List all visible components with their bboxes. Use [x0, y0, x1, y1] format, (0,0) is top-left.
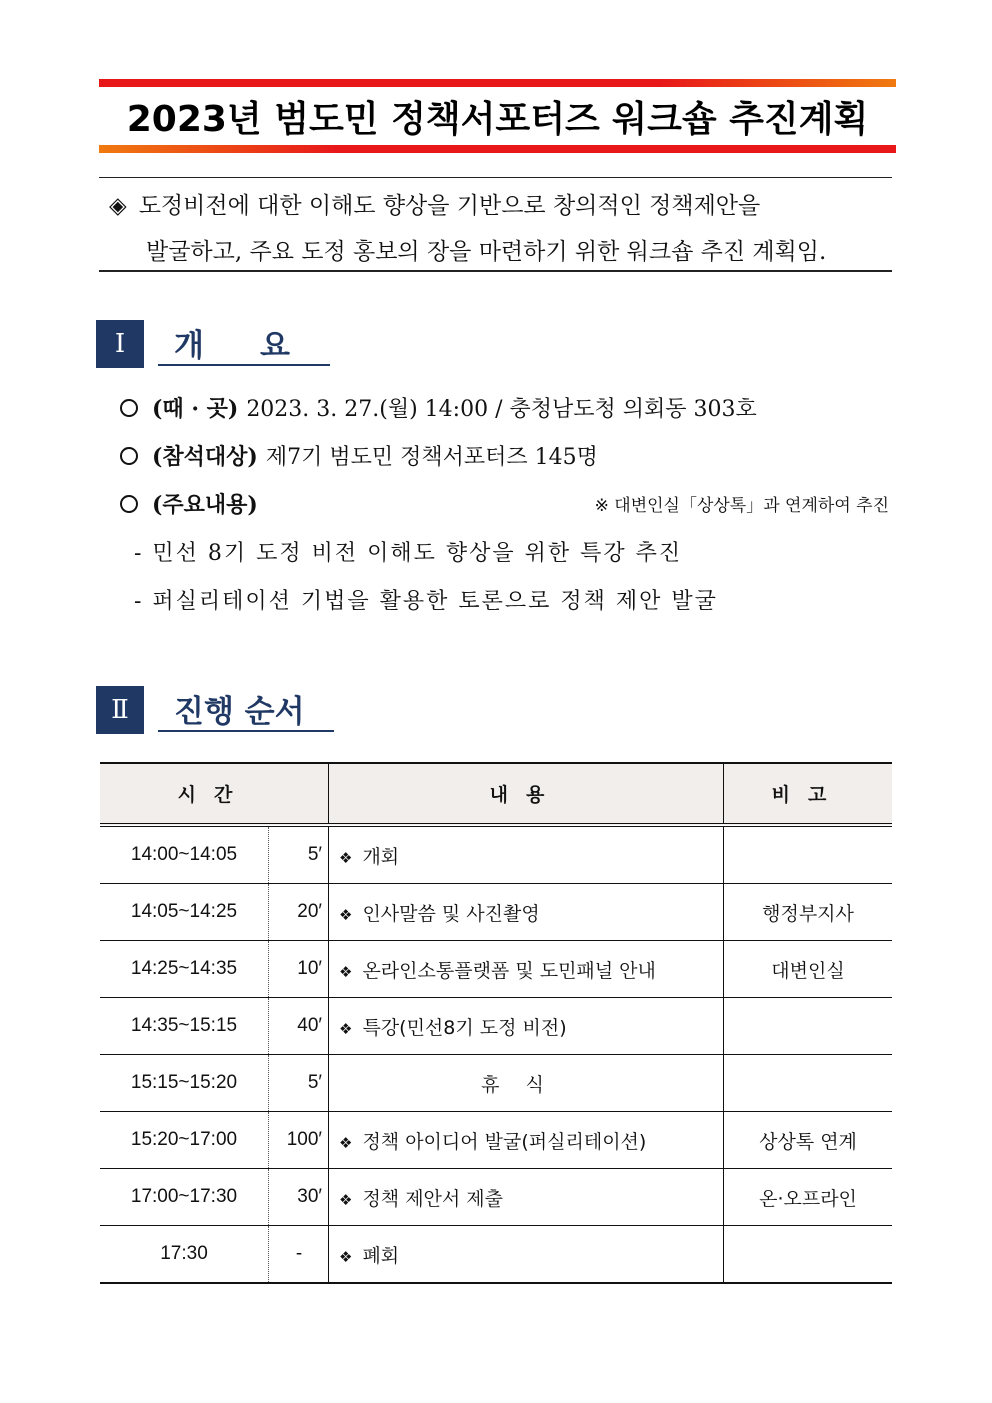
section-title: 진행 순서 — [158, 686, 334, 732]
row-time: 15:15~15:20 — [100, 1055, 269, 1112]
row-note: 상상톡 연계 — [724, 1112, 893, 1169]
overview-attendees: (참석대상) 제7기 범도민 정책서포터즈 145명 — [120, 440, 598, 471]
table-row — [100, 884, 892, 941]
diamond-bullet-icon: ◈ — [109, 193, 127, 219]
row-minutes: 10′ — [269, 941, 329, 998]
row-minutes: 30′ — [269, 1169, 329, 1226]
row-note — [724, 825, 893, 884]
row-minutes: 5′ — [269, 825, 329, 884]
row-time: 17:30 — [100, 1226, 269, 1284]
row-note — [724, 1055, 893, 1112]
header-note: 비고 — [724, 763, 893, 825]
title-bottom-bar — [99, 145, 896, 153]
header-time: 시간 — [100, 763, 329, 825]
bullet-icon: ❖ — [339, 1019, 353, 1038]
bullet-icon: ❖ — [339, 848, 353, 867]
table-row — [100, 1055, 892, 1112]
section-title: 개요 — [158, 320, 330, 366]
header-content: 내용 — [329, 763, 724, 825]
row-content: ❖ 개회 — [329, 825, 724, 884]
row-content: ❖ 특강(민선8기 도정 비전) — [329, 998, 724, 1055]
row-time: 14:00~14:05 — [100, 825, 269, 884]
row-time: 14:05~14:25 — [100, 884, 269, 941]
overview-content: (주요내용) — [120, 488, 266, 519]
table-row — [100, 1112, 892, 1169]
schedule-table — [100, 762, 892, 1284]
section-number: Ⅱ — [96, 686, 144, 734]
row-minutes: 40′ — [269, 998, 329, 1055]
table-row — [100, 1226, 892, 1284]
purpose-box — [99, 177, 892, 272]
table-row — [100, 998, 892, 1055]
row-minutes: 20′ — [269, 884, 329, 941]
title-top-bar — [99, 79, 896, 87]
overview-detail-1: - 민선 8기 도정 비전 이해도 향상을 위한 특강 추진 — [134, 541, 683, 566]
table-row — [100, 941, 892, 998]
row-content: ❖ 폐회 — [329, 1226, 724, 1284]
page-title: 2023년 범도민 정책서포터즈 워크숍 추진계획 — [126, 98, 869, 140]
row-note: 온·오프라인 — [724, 1169, 893, 1226]
bullet-icon: ❖ — [339, 1190, 353, 1209]
row-minutes: 100′ — [269, 1112, 329, 1169]
row-content: ❖ 인사말씀 및 사진촬영 — [329, 884, 724, 941]
row-time: 15:20~17:00 — [100, 1112, 269, 1169]
row-minutes: 5′ — [269, 1055, 329, 1112]
section-number: Ⅰ — [96, 320, 144, 368]
row-content: ❖ 온라인소통플랫폼 및 도민패널 안내 — [329, 941, 724, 998]
row-content-break: 휴식 — [329, 1055, 724, 1112]
row-note: 행정부지사 — [724, 884, 893, 941]
table-row — [100, 1169, 892, 1226]
overview-when-where: (때 · 곳) 2023. 3. 27.(월) 14:00 / 충청남도청 의회동 303호 — [120, 392, 757, 423]
row-note: 대변인실 — [724, 941, 893, 998]
circle-bullet-icon — [120, 495, 138, 513]
row-note — [724, 1226, 893, 1284]
purpose-line-1: ◈ 도정비전에 대한 이해도 향상을 기반으로 창의적인 정책제안을 — [109, 193, 761, 219]
bullet-icon: ❖ — [339, 1247, 353, 1266]
overview-note: ※ 대변인실「상상톡」과 연계하여 추진 — [594, 496, 889, 516]
bullet-icon: ❖ — [339, 962, 353, 981]
circle-bullet-icon — [120, 399, 138, 417]
overview-detail-2: - 퍼실리테이션 기법을 활용한 토론으로 정책 제안 발굴 — [134, 589, 718, 614]
title-block — [99, 79, 896, 153]
row-time: 17:00~17:30 — [100, 1169, 269, 1226]
row-minutes: - — [269, 1226, 329, 1284]
row-time: 14:35~15:15 — [100, 998, 269, 1055]
table-header-row — [100, 763, 892, 825]
purpose-line-2: 발굴하고, 주요 도정 홍보의 장을 마련하기 위한 워크숍 추진 계획임. — [146, 239, 827, 265]
table-row — [100, 825, 892, 884]
bullet-icon: ❖ — [339, 1133, 353, 1152]
row-time: 14:25~14:35 — [100, 941, 269, 998]
row-content: ❖ 정책 제안서 제출 — [329, 1169, 724, 1226]
row-content: ❖ 정책 아이디어 발굴(퍼실리테이션) — [329, 1112, 724, 1169]
row-note — [724, 998, 893, 1055]
circle-bullet-icon — [120, 447, 138, 465]
bullet-icon: ❖ — [339, 905, 353, 924]
